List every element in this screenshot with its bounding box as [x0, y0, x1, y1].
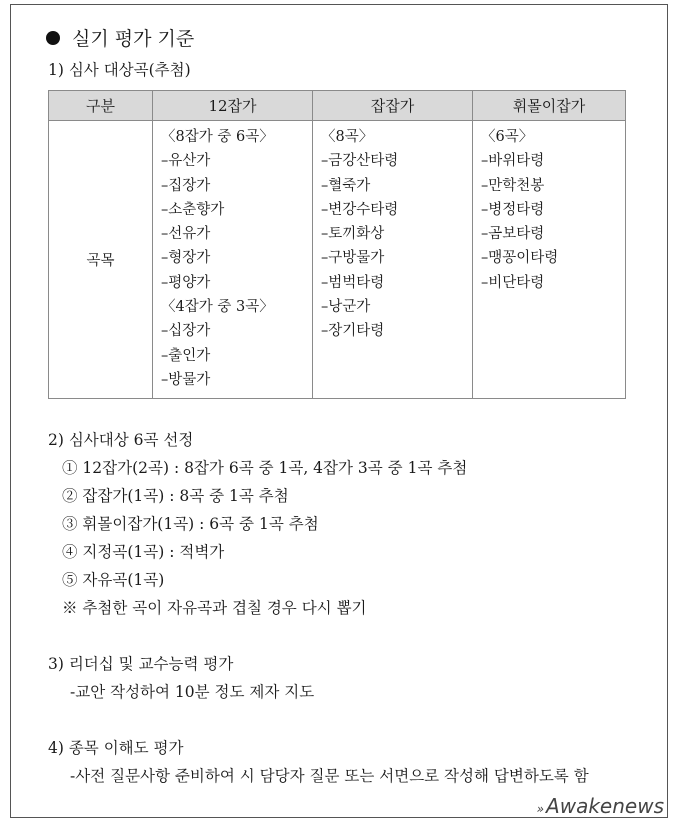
selection-item: ⑤ 자유곡(1곡) [62, 571, 165, 589]
song-item: –소춘향가 [161, 201, 225, 218]
section4-detail: -사전 질문사항 준비하여 시 담당자 질문 또는 서면으로 작성해 답변하도록 함 [70, 767, 589, 785]
section3-title: 3) 리더십 및 교수능력 평가 [48, 655, 234, 673]
song-item: –곰보타령 [481, 226, 545, 243]
song-item: –구방물가 [321, 250, 385, 267]
bullet-icon [46, 31, 60, 45]
selection-note: ※ 추첨한 곡이 자유곡과 겹칠 경우 다시 뽑기 [62, 599, 367, 617]
song-table [48, 90, 626, 399]
selection-item: ② 잡잡가(1곡) : 8곡 중 1곡 추첨 [62, 487, 289, 505]
page-heading [46, 24, 194, 51]
section1-title: 1) 심사 대상곡(추첨) [48, 61, 191, 79]
header-hwimori: 휘몰이잡가 [473, 91, 626, 121]
header-category: 구분 [49, 91, 153, 121]
watermark-text: Awakenews [546, 794, 664, 818]
watermark-logo [537, 794, 664, 818]
table-header-row [49, 91, 626, 121]
selection-item: ③ 휘몰이잡가(1곡) : 6곡 중 1곡 추첨 [62, 515, 319, 533]
header-12japga: 12잡가 [153, 91, 313, 121]
song-item: 〈4잡가 중 3곡〉 [161, 299, 274, 316]
song-item: 〈8곡〉 [321, 129, 374, 145]
arrows-icon: » [536, 802, 545, 816]
song-item: –범벅타령 [321, 274, 385, 291]
song-item: –만학천봉 [481, 177, 545, 194]
header-japjapga: 잡잡가 [313, 91, 473, 121]
song-item: –선유가 [161, 226, 211, 243]
song-item: –맹꽁이타령 [481, 250, 559, 267]
song-item: –출인가 [161, 347, 211, 364]
song-item: –비단타령 [481, 274, 545, 291]
col-hwimori [473, 121, 626, 399]
song-item: –유산가 [161, 153, 211, 170]
category-cell: 곡목 [49, 121, 153, 399]
section4-title: 4) 종목 이해도 평가 [48, 739, 184, 757]
selection-item: ① 12잡가(2곡) : 8잡가 6곡 중 1곡, 4잡가 3곡 중 1곡 추첨 [62, 459, 468, 477]
song-item: –혈죽가 [321, 177, 371, 194]
heading-text: 실기 평가 기준 [72, 28, 195, 50]
song-item: –평양가 [161, 274, 211, 291]
song-item: –바위타령 [481, 153, 545, 170]
col-japjapga [313, 121, 473, 399]
col-12japga [153, 121, 313, 399]
table-row [49, 121, 626, 399]
song-item: –형장가 [161, 250, 211, 267]
song-item: –십장가 [161, 323, 211, 340]
song-item: –토끼화상 [321, 226, 385, 243]
song-item: –집장가 [161, 177, 211, 194]
song-item: 〈8잡가 중 6곡〉 [161, 129, 274, 145]
song-item: –장기타령 [321, 323, 385, 340]
song-item: –병정타령 [481, 201, 545, 218]
song-item: –금강산타령 [321, 153, 399, 170]
song-item: 〈6곡〉 [481, 129, 534, 145]
section2-title: 2) 심사대상 6곡 선정 [48, 431, 194, 449]
selection-item: ④ 지정곡(1곡) : 적벽가 [62, 543, 225, 561]
song-item: –낭군가 [321, 299, 371, 316]
song-item: –변강수타령 [321, 201, 399, 218]
song-item: –방물가 [161, 371, 211, 388]
section3-detail: -교안 작성하여 10분 정도 제자 지도 [70, 683, 315, 701]
